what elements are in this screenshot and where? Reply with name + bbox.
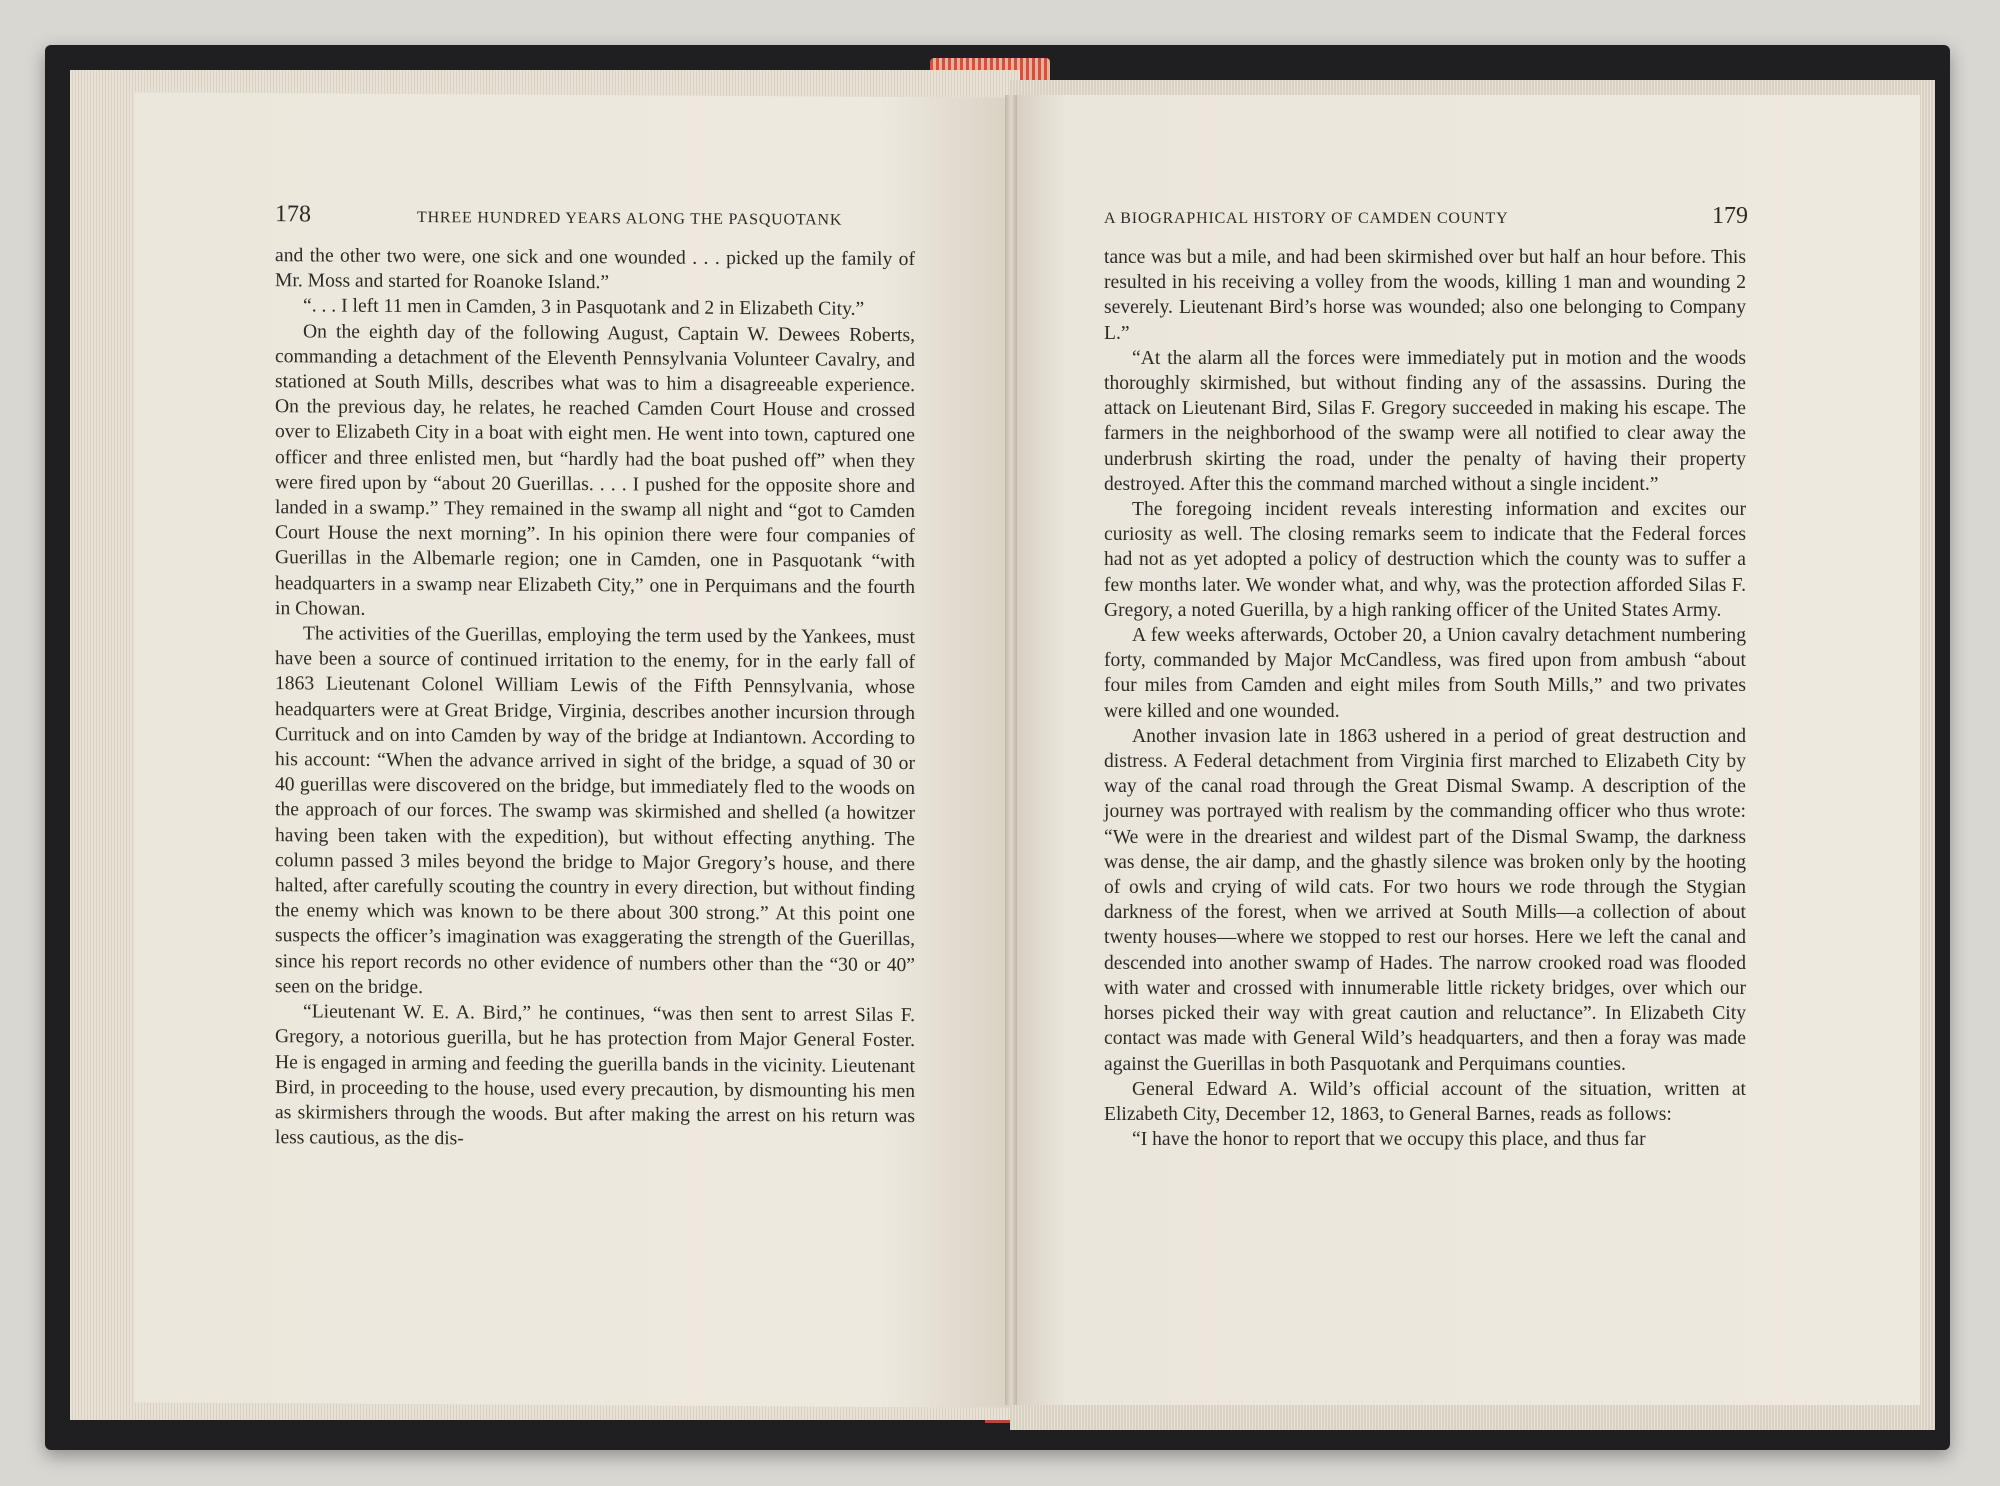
- running-head: A BIOGRAPHICAL HISTORY OF CAMDEN COUNTY: [1104, 210, 1509, 227]
- book-gutter: [1005, 95, 1017, 1405]
- paragraph: A few weeks afterwards, October 20, a Union cavalry detachment numbering forty, commanded by Major McCandless, was fired upon from ambush “about four miles from Camden and eight miles from South Mills,” and two privates were killed and one wounded.: [1104, 625, 1746, 722]
- page-number: 178: [275, 201, 311, 228]
- paragraph: The activities of the Guerillas, employing the term used by the Yankees, must have been a source of continued irritation to the enemy, for in the early fall of 1863 Lieutenant Colonel William Lewis of the Fifth Pennsylvania, whose headquarters were at Great Bridge, Virginia, describes another incursion through Currituck and on into Camden by way of the bridge at Indiantown. According to his account: “When the advance arrived in sight of the bridge, a squad of 30 or 40 guerillas were discovered on the bridge, but immediately fled to the woods on the approach of our forces. The swamp was skirmished and shelled (a howitzer having been taken with the expedition), but without effecting anything. The column passed 3 miles beyond the bridge to Major Gregory’s house, and there halted, after carefully scouting the country in every direction, but without finding the enemy which was known to be there about 300 strong.” At this point one suspects the officer’s imagination was exaggerating the strength of the Guerillas, since his report records no other evidence of numbers other than the “30 or 40” seen on the bridge.: [275, 623, 915, 998]
- paragraph: “At the alarm all the forces were immediately put in motion and the woods thoroughly skirmished, but without finding any of the assassins. During the attack on Lieutenant Bird, Silas F. Gregory succeeded in making his escape. The farmers in the neighborhood of the swamp were all notified to clear away the underbrush skirting the road, under the penalty of having their property destroyed. After this the command marched without a single incident.”: [1104, 347, 1746, 495]
- running-head: THREE HUNDRED YEARS ALONG THE PASQUOTANK: [417, 209, 843, 229]
- paragraph: On the eighth day of the following August, Captain W. Dewees Roberts, commanding a detachment of the Eleventh Pennsylvania Volunteer Cavalry, and stationed at South Mills, describes what was to him a disagreeable experience. On the previous day, he relates, he reached Camden Court House and crossed over to Elizabeth City in a boat with eight men. He went into town, captured one officer and three enlisted men, but “hardly had the boat pushed off” when they were fired upon by “about 20 Guerillas. . . . I pushed for the opposite shore and landed in a swamp.” They remained in the swamp all night and “got to Camden Court House the next morning”. In his opinion there were four companies of Guerillas in the Albemarle region; one in Camden, one in Pasquotank “with headquarters in a swamp near Elizabeth City,” one in Perquimans and the fourth in Chowan.: [275, 320, 915, 620]
- paragraph: General Edward A. Wild’s official account of the situation, written at Elizabeth City, December 12, 1863, to General Barnes, reads as follows:: [1104, 1078, 1746, 1125]
- right-page: [1012, 95, 1920, 1405]
- paragraph: The foregoing incident reveals interesting information and excites our curiosity as well. The closing remarks seem to indicate that the Federal forces had not as yet adopted a policy of destruction which the county was to suffer a few months later. We wonder what, and why, was the protection afforded Silas F. Gregory, a noted Guerilla, by a high ranking officer of the United States Army.: [1104, 499, 1746, 621]
- paragraph: Another invasion late in 1863 ushered in a period of great destruction and distress. A Federal detachment from Virginia first marched to Elizabeth City by way of the canal road through the Great Dismal Swamp. A description of the journey was portrayed with realism by the commanding officer who thus wrote: “We were in the dreariest and wildest part of the Dismal Swamp, the darkness was dense, the air damp, and the ghastly silence was broken only by the hooting of owls and crying of wild cats. For two hours we rode through the Stygian darkness of the forest, when we arrived at South Mills—a collection of about twenty houses—where we stopped to rest our horses. Here we left the canal and descended into another swamp of Hades. The narrow crooked road was flooded with water and crossed with innumerable little rickety bridges, over which our horses picked their way with great caution and reluctance”. In Elizabeth City contact was made with General Wild’s headquarters, and then a foray was made against the Guerillas in both Pasquotank and Perquimans counties.: [1104, 725, 1746, 1075]
- paragraph: tance was but a mile, and had been skirmished over but half an hour before. This resulted in his receiving a volley from the woods, killing 1 man and wounding 2 severely. Lieutenant Bird’s horse was wounded; also one belonging to Company L.”: [1104, 247, 1746, 344]
- paragraph: “Lieutenant W. E. A. Bird,” he continues, “was then sent to arrest Silas F. Gregory, a notorious guerilla, but he has protection from Major General Foster. He is engaged in arming and feeding the guerilla bands in the vicinity. Lieutenant Bird, in proceeding to the house, used every precaution, by dismounting his men as skirmishers through the woods. But after making the arrest on his return was less cautious, as the dis-: [275, 1001, 915, 1150]
- paragraph: and the other two were, one sick and one wounded . . . picked up the family of Mr. Moss and started for Roanoke Island.”: [275, 245, 915, 294]
- page-number: 179: [1712, 203, 1748, 229]
- paragraph: “I have the honor to report that we occupy this place, and thus far: [1132, 1129, 1646, 1151]
- body-text: [275, 243, 915, 1154]
- paragraph: “. . . I left 11 men in Camden, 3 in Pasquotank and 2 in Elizabeth City.”: [303, 295, 865, 321]
- left-page: [135, 92, 1010, 1407]
- body-text: [1104, 245, 1746, 1152]
